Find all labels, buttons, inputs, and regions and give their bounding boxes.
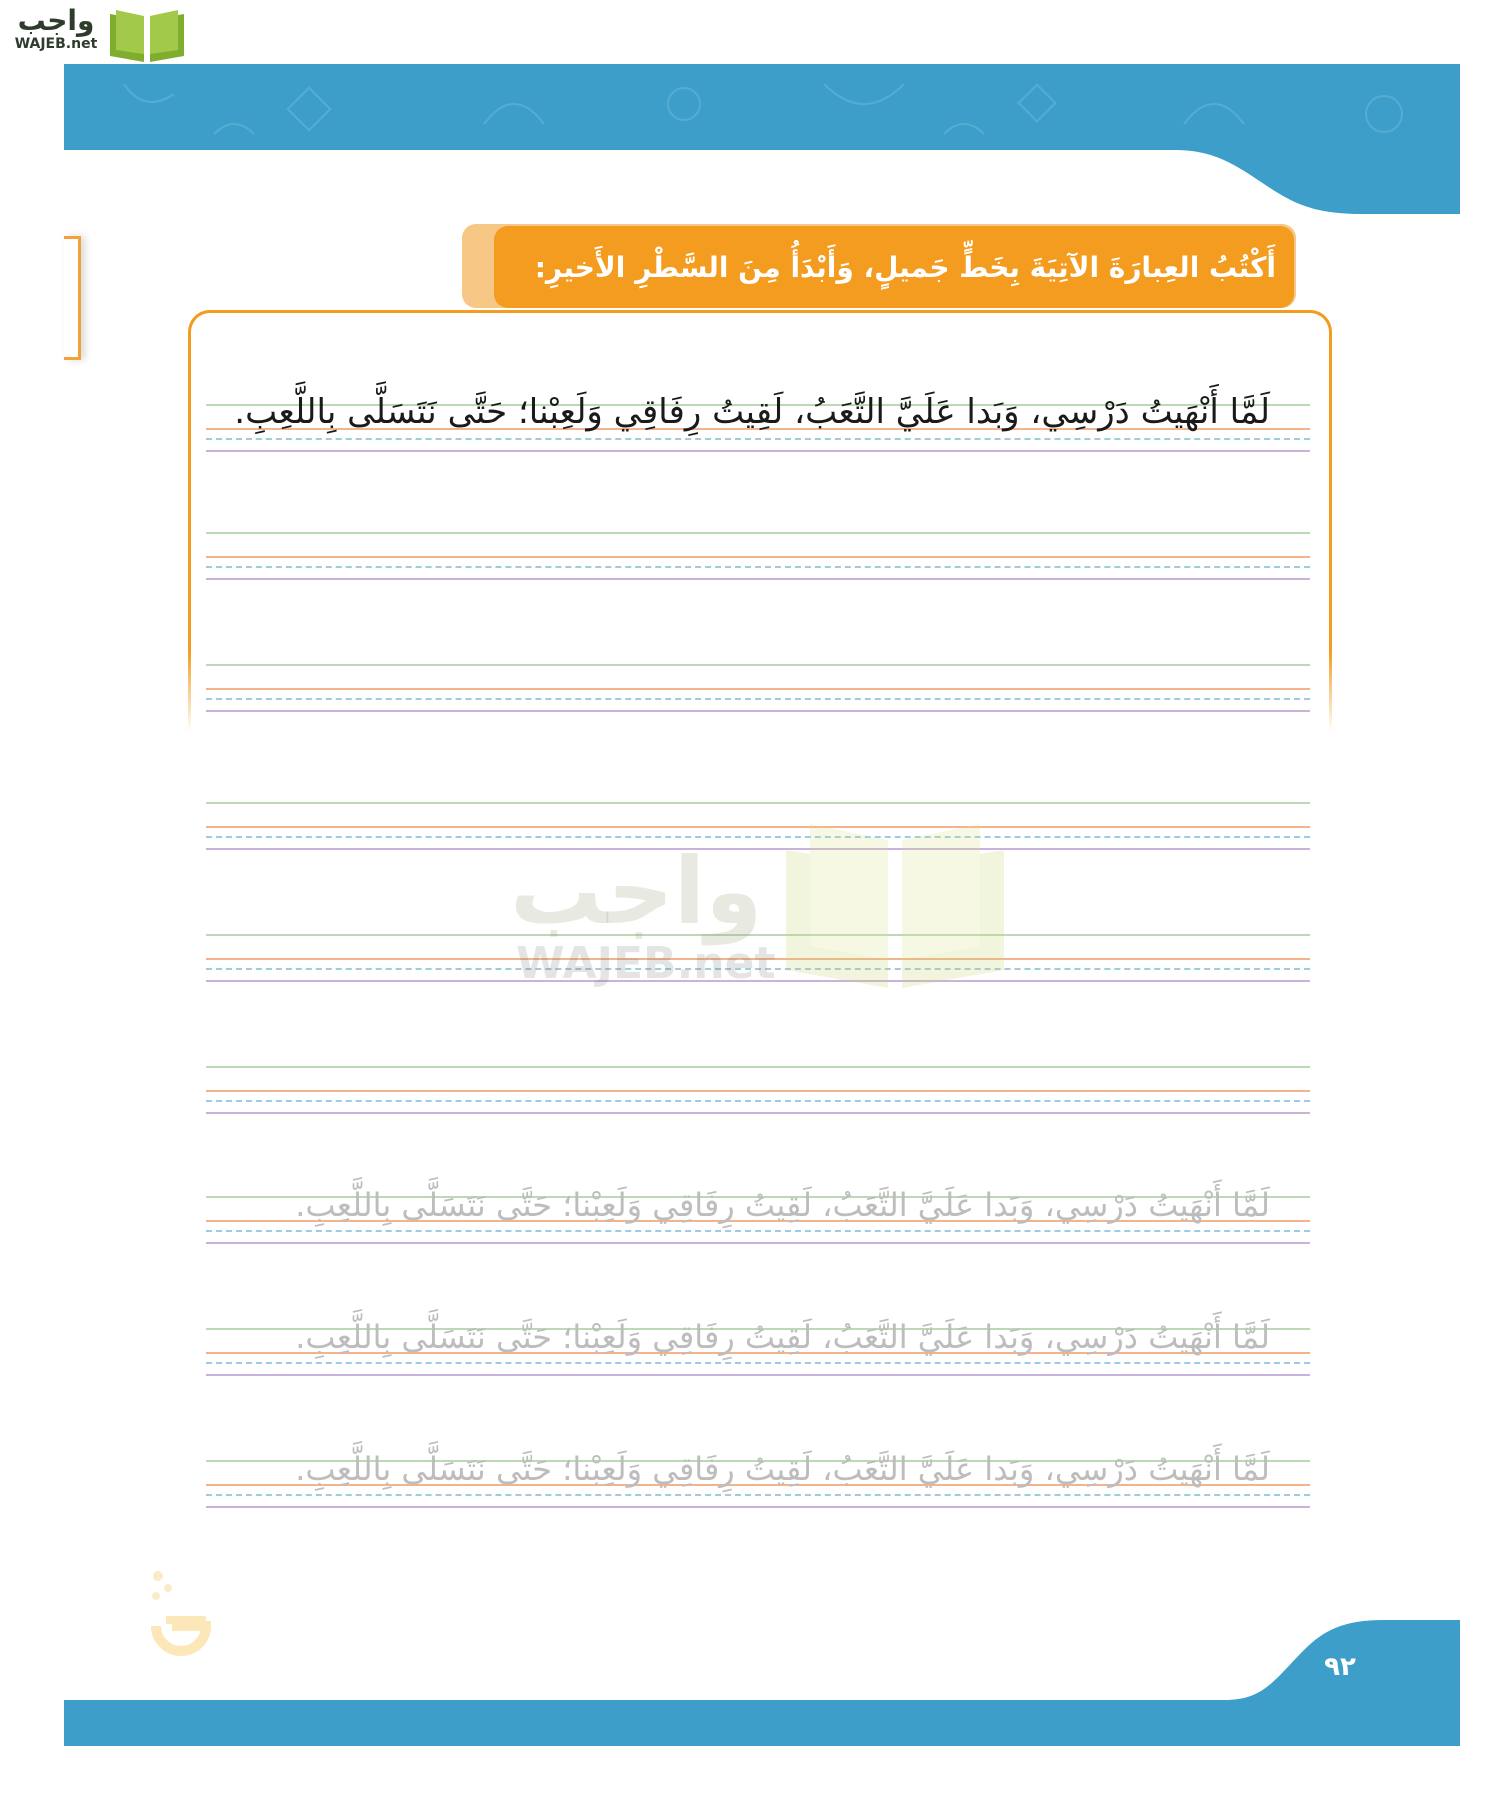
instruction-text: أَكْتُبُ العِبارَةَ الآتِيَةَ بِخَطٍّ جَميلٍ، وَأَبْدَأُ مِنَ السَّطْرِ الأَخيرِ: <box>534 250 1276 284</box>
ruled-row[interactable] <box>206 1066 1310 1122</box>
trace-sentence-3: لَمَّا أَنْهَيتُ دَرْسِي، وَبَدا عَلَيَّ التَّعَبُ، لَقِيتُ رِفَاقِي وَلَعِبْنا؛ حَتَّى نَتَسَلَّى بِاللَّعِبِ. <box>295 1450 1270 1488</box>
page-number: ٩٢ <box>1324 1652 1356 1682</box>
watermark-text-arabic: واجب <box>510 838 763 945</box>
logo-text-english: WAJEB.net <box>14 36 98 52</box>
watermark-text-english: WAJEB.net <box>516 938 776 989</box>
watermark-book-icon <box>780 820 1010 990</box>
book-icon <box>106 6 188 64</box>
site-logo[interactable] <box>10 6 102 56</box>
ruled-row[interactable] <box>206 664 1310 720</box>
model-sentence: لَمَّا أَنْهَيتُ دَرْسِي، وَبَدا عَلَيَّ التَّعَبُ، لَقِيتُ رِفَاقِي وَلَعِبْنا؛ حَتَّى نَتَسَلَّى بِاللَّعِبِ. <box>234 392 1270 432</box>
ruled-row[interactable] <box>206 532 1310 588</box>
trace-sentence-1: لَمَّا أَنْهَيتُ دَرْسِي، وَبَدا عَلَيَّ التَّعَبُ، لَقِيتُ رِفَاقِي وَلَعِبْنا؛ حَتَّى نَتَسَلَّى بِاللَّعِبِ. <box>295 1186 1270 1224</box>
logo-text-arabic: واجب <box>17 4 95 37</box>
header-band <box>64 64 1460 214</box>
margin-bracket <box>64 236 81 360</box>
instruction-banner <box>494 226 1294 308</box>
footer-band <box>64 1620 1460 1746</box>
trace-sentence-2: لَمَّا أَنْهَيتُ دَرْسِي، وَبَدا عَلَيَّ التَّعَبُ، لَقِيتُ رِفَاقِي وَلَعِبْنا؛ حَتَّى نَتَسَلَّى بِاللَّعِبِ. <box>295 1318 1270 1356</box>
